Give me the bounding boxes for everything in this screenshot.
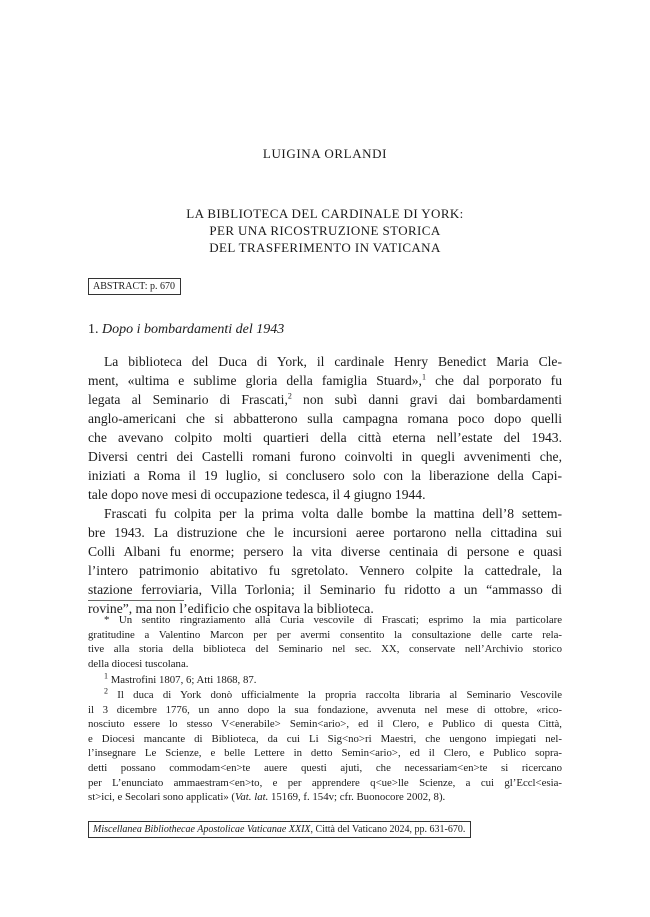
footnote-marker: 2 [287,391,292,401]
text-run: 15169, f. 154v; cfr. Buonocore 2002, 8). [268,791,446,804]
footnote-line [88,746,562,761]
text-run: legata al Seminario di Frascati, [88,392,288,407]
footnote-line [88,703,562,718]
text-run: Diversi centri dei Castelli romani furono coinvolti in quegli avvenimenti che, [88,449,562,464]
footnote-line [88,790,562,805]
text-run: Il duca di York donò ufficialmente la propria raccolta libraria al Seminario Vescovile [108,688,562,701]
title-line: DEL TRASFERIMENTO IN VATICANA [209,240,441,255]
text-run: il 3 dicembre 1776, un anno dopo la sua fondazione, avvenuta nel mese di ottobre, «rico- [88,703,562,716]
publication-details: , Città del Vaticano 2024, pp. 631-670. [310,824,466,835]
body-line [88,466,562,485]
footnote-marker: 1 [104,671,108,681]
text-run: stazione ferroviaria, Villa Torlonia; il Seminario fu ridotto a un “ammasso di [88,582,562,597]
body-line [88,485,562,504]
body-line [88,371,562,390]
body-line [88,447,562,466]
text-run: gratitudine a Valentino Marcon per per avermi consentito la consultazione delle carte rela- [88,628,562,641]
text-run: tale dopo nove mesi di occupazione tedesca, il 4 giugno 1944. [88,487,426,502]
text-run: Mastrofini 1807, 6; Atti 1868, 87. [108,674,257,687]
text-run: st>ici, e Secolari sono applicati» ( [88,791,236,804]
text-run: tive alla storia della biblioteca del Seminario nel sec. XX, conservate nell’Archivio storico [88,643,562,656]
author-name: LUIGINA ORLANDI [262,146,388,161]
body-line [88,542,562,561]
text-run: rovine”, ma non l’edificio che ospitava la biblioteca. [88,601,374,616]
footnote-line [88,642,562,657]
body-line [88,352,562,371]
text-run: che avevano colpito molti quartieri della città eterna nell’estate del 1943. [88,430,562,445]
text-run: anglo-americani che si abbatterono sulla campagna romana poco dopo quelli [88,411,562,426]
abstract-reference: ABSTRACT: p. 670 [88,278,181,295]
publication-reference [88,821,471,838]
text-run: Colli Albani fu enorme; persero la vita diverse centinaia di persone e quasi [88,544,562,559]
text-run: nosciuto essere lo stesso V<enerabile> Semin<ario>, ed il Clero, e Publico di questa Città, [88,718,562,731]
text-run: bre 1943. La distruzione che le incursioni aeree portarono nella cittadina sui [88,525,562,540]
text-run: che dal porporato fu [425,373,562,388]
text-run: l’intero patrimonio abitativo fu sgretolato. Vennero colpite la cattedrale, la [88,563,562,578]
footnote-line [88,732,562,747]
text-run: iniziati a Roma il 19 luglio, si conclusero solo con la liberazione della Capi- [88,468,562,483]
body-text [88,352,562,618]
section-title: Dopo i bombardamenti del 1943 [102,322,285,337]
text-run: ment, «ultima e sublime gloria della famiglia Stuard», [88,373,422,388]
text-run: della diocesi tuscolana. [88,657,189,670]
footnote-line [88,688,562,703]
footnotes [88,613,562,805]
journal-title: Miscellanea Bibliothecae Apostolicae Vaticanae XXIX [93,824,311,835]
text-run: e Diocesi mancante di Biblioteca, da cui Li Sig<no>ri Maestri, che uengono impiegati nel- [88,732,562,745]
footnote-line [88,628,562,643]
text-run: * Un sentito ringraziamento alla Curia vescovile di Frascati; esprimo la mia particolare [104,614,562,626]
body-line [88,523,562,542]
text-run: La biblioteca del Duca di York, il cardinale Henry Benedict Maria Cle- [104,354,562,369]
text-run: detti possano commodam<en>te auere questi ajuti, che necessariam<en>te si ricercano [88,761,562,774]
body-line [88,390,562,409]
section-heading [88,322,284,338]
text-run: l’insegnare Le Scienze, e belle Lettere in detto Semin<ario>, ed il Clero, e Publico sopra- [88,747,562,760]
body-line [88,580,562,599]
footnote-marker: 2 [104,686,108,696]
body-line [88,504,562,523]
body-line [88,409,562,428]
italic-run: Vat. lat. [235,791,269,804]
text-run: Frascati fu colpita per la prima volta dalle bombe la mattina dell’8 settem- [104,506,562,521]
footnote-line [88,776,562,791]
footnote-line [88,761,562,776]
text-run: non subì danni gravi dai bombardamenti [291,392,562,407]
body-line [88,561,562,580]
footnote-marker: 1 [421,372,426,382]
footnote-separator [88,600,184,601]
title-line: PER UNA RICOSTRUZIONE STORICA [209,223,441,238]
text-run: per L’enunciato ammaestram<en>to, e per apprendere q<ue>lle Scienze, a cui gl’Eccl<esia- [88,776,562,789]
title-line: LA BIBLIOTECA DEL CARDINALE DI YORK: [186,206,464,221]
footnote-line [88,717,562,732]
body-line [88,428,562,447]
footnote-line [88,657,562,672]
article-title [0,205,650,256]
section-number: 1. [88,322,99,337]
footnote-line [88,613,562,628]
footnote-line [88,673,562,688]
